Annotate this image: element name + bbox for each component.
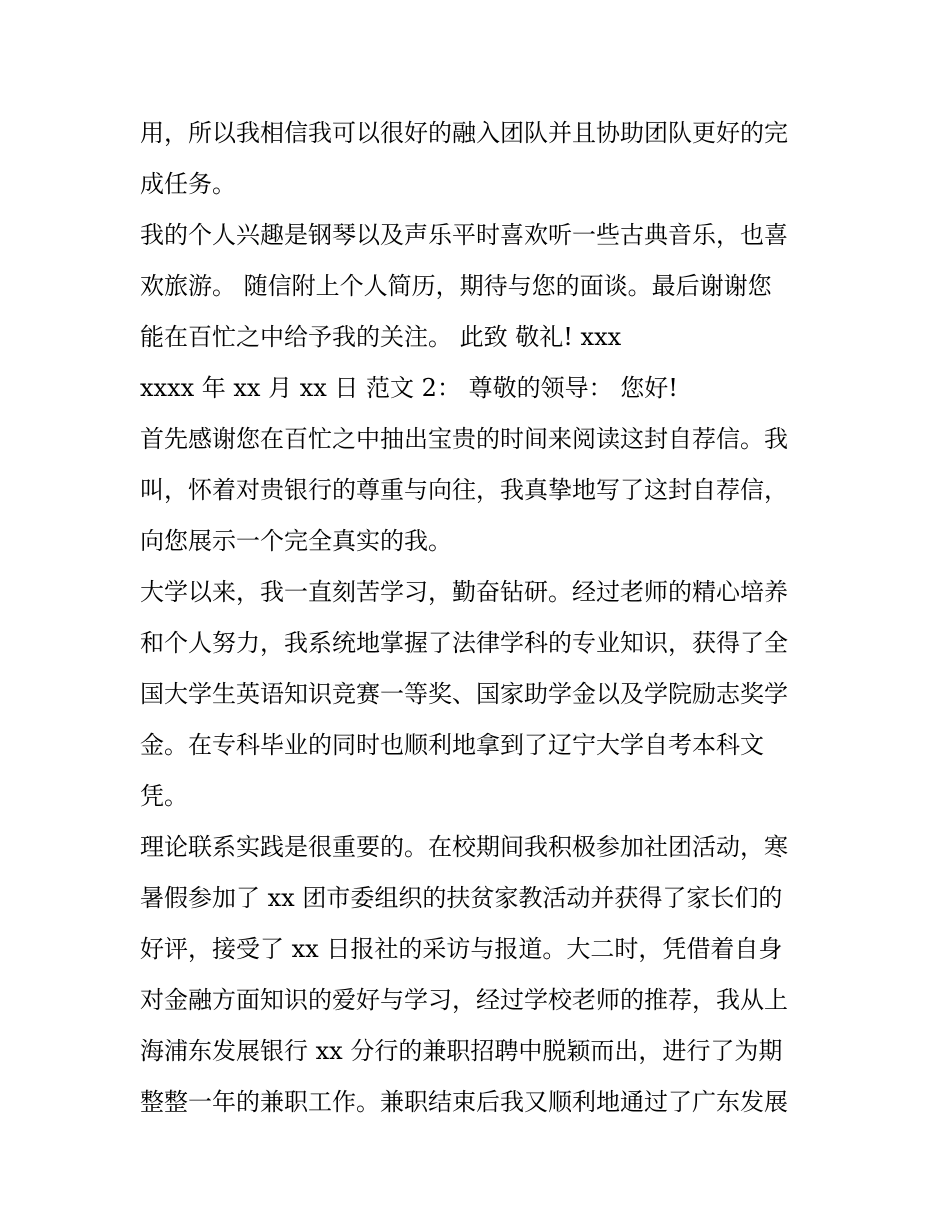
text-line: 好评，接受了 xx 日报社的采访与报道。大二时，凭借着自身 [140, 935, 783, 963]
text-line: 凭。 [140, 782, 188, 810]
text-line: 整整一年的兼职工作。兼职结束后我又顺利地通过了广东发展 [140, 1088, 788, 1116]
text-line: 首先感谢您在百忙之中抽出宝贵的时间来阅读这封自荐信。我 [140, 425, 788, 453]
text-line: 叫，怀着对贵银行的尊重与向往，我真挚地写了这封自荐信， [140, 476, 788, 504]
text-line: 成任务。 [140, 170, 236, 198]
text-line: 能在百忙之中给予我的关注。 此致 敬礼! xxx [140, 323, 622, 351]
text-line: xxxx 年 xx 月 xx 日 范文 2： 尊敬的领导： 您好! [140, 374, 678, 402]
text-line: 大学以来，我一直刻苦学习，勤奋钻研。经过老师的精心培养 [140, 578, 788, 606]
text-line: 欢旅游。 随信附上个人简历，期待与您的面谈。最后谢谢您 [140, 272, 772, 300]
text-line: 金。在专科毕业的同时也顺利地拿到了辽宁大学自考本科文 [140, 731, 764, 759]
letter-body [140, 108, 820, 1128]
text-line: 向您展示一个完全真实的我。 [140, 527, 452, 555]
text-line: 用，所以我相信我可以很好的融入团队并且协助团队更好的完 [140, 119, 788, 147]
text-line: 和个人努力，我系统地掌握了法律学科的专业知识，获得了全 [140, 629, 788, 657]
text-line: 我的个人兴趣是钢琴以及声乐平时喜欢听一些古典音乐，也喜 [140, 221, 788, 249]
text-line: 暑假参加了 xx 团市委组织的扶贫家教活动并获得了家长们的 [140, 884, 783, 912]
text-line: 对金融方面知识的爱好与学习，经过学校老师的推荐，我从上 [140, 986, 788, 1014]
text-line: 海浦东发展银行 xx 分行的兼职招聘中脱颖而出，进行了为期 [140, 1037, 783, 1065]
text-line: 理论联系实践是很重要的。在校期间我积极参加社团活动，寒 [140, 833, 788, 861]
text-line: 国大学生英语知识竞赛一等奖、国家助学金以及学院励志奖学 [140, 680, 788, 708]
